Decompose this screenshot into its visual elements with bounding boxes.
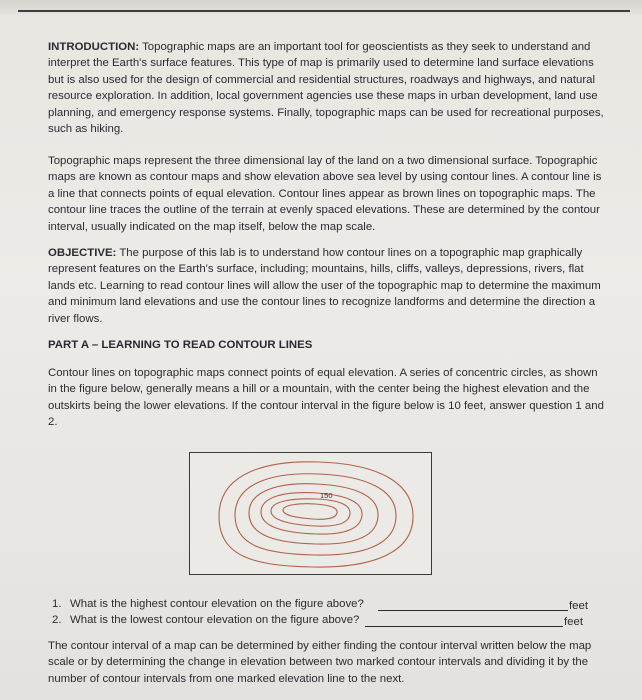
contour-elevation-label: 150: [320, 491, 333, 500]
introduction-paragraph: [48, 39, 608, 137]
part-a-paragraph: Contour lines on topographic maps connect points of equal elevation. A series of concentric circles, as shown in the figure below, generally means a hill or a mountain, with the center being the highest elevation and the outskirts being the lower elevations. If the contour interval in the figure below is 10 feet, answer question 1 and 2.: [48, 367, 604, 429]
question-number: 1.: [52, 598, 62, 610]
objective-paragraph: [48, 245, 608, 327]
contour-figure: [189, 452, 432, 575]
figure-frame: [190, 453, 432, 575]
contour-definition-paragraph: Topographic maps represent the three dimensional lay of the land on a two dimensional surface. Topographic maps are known as contour maps and show elevation above sea level by using contour lines. A contour line is a line that connects points of equal elevation. Contour lines appear as brown lines on topographic maps. The contour line traces the outline of the terrain at evenly spaced elevations. These are determined by the contour interval, usually indicated on the map itself, below the map scale.: [48, 155, 602, 233]
question-number: 2.: [52, 614, 62, 626]
answer-unit: feet: [564, 616, 583, 628]
introduction-text: Topographic maps are an important tool for geoscientists as they seek to understand and interpret the Earth's surface features. This type of map is primarily used to determine land surface elevations but is also used for the design of commercial and residential structures, roadways and highways, and natural resource exploration. In addition, local government agencies use these maps in urban development, land use planning, and emergency response systems. Finally, topographic maps can be used for recreational purposes, such as hiking.: [48, 41, 604, 136]
answer-line[interactable]: [378, 610, 568, 611]
question-2: [52, 614, 618, 630]
question-1: [52, 598, 618, 614]
objective-text: The purpose of this lab is to understand how contour lines on a topographic map graphically represent features on the Earth's surface, including; mountains, hills, cliffs, valleys, depressions, rivers, flat lands etc. Learning to read contour lines will allow the user of the topographic map to determine the maximum and minimum land elevations and use the contour lines to recognize landforms and determine the direction a river flows.: [48, 247, 601, 325]
part-a-heading: PART A – LEARNING TO READ CONTOUR LINES: [48, 339, 313, 351]
question-text: What is the lowest contour elevation on the figure above?: [70, 614, 360, 626]
answer-line[interactable]: [365, 626, 563, 627]
objective-label: OBJECTIVE:: [48, 247, 117, 259]
introduction-label: INTRODUCTION:: [48, 41, 140, 53]
question-text: What is the highest contour elevation on the figure above?: [70, 598, 364, 610]
contour-interval-paragraph: The contour interval of a map can be determined by either finding the contour interval written below the map scale or by determining the change in elevation between two marked contour intervals and dividing it by the number of contour intervals from one marked elevation line to the next.: [48, 640, 592, 685]
answer-unit: feet: [569, 600, 588, 612]
header-rule: [18, 10, 630, 12]
